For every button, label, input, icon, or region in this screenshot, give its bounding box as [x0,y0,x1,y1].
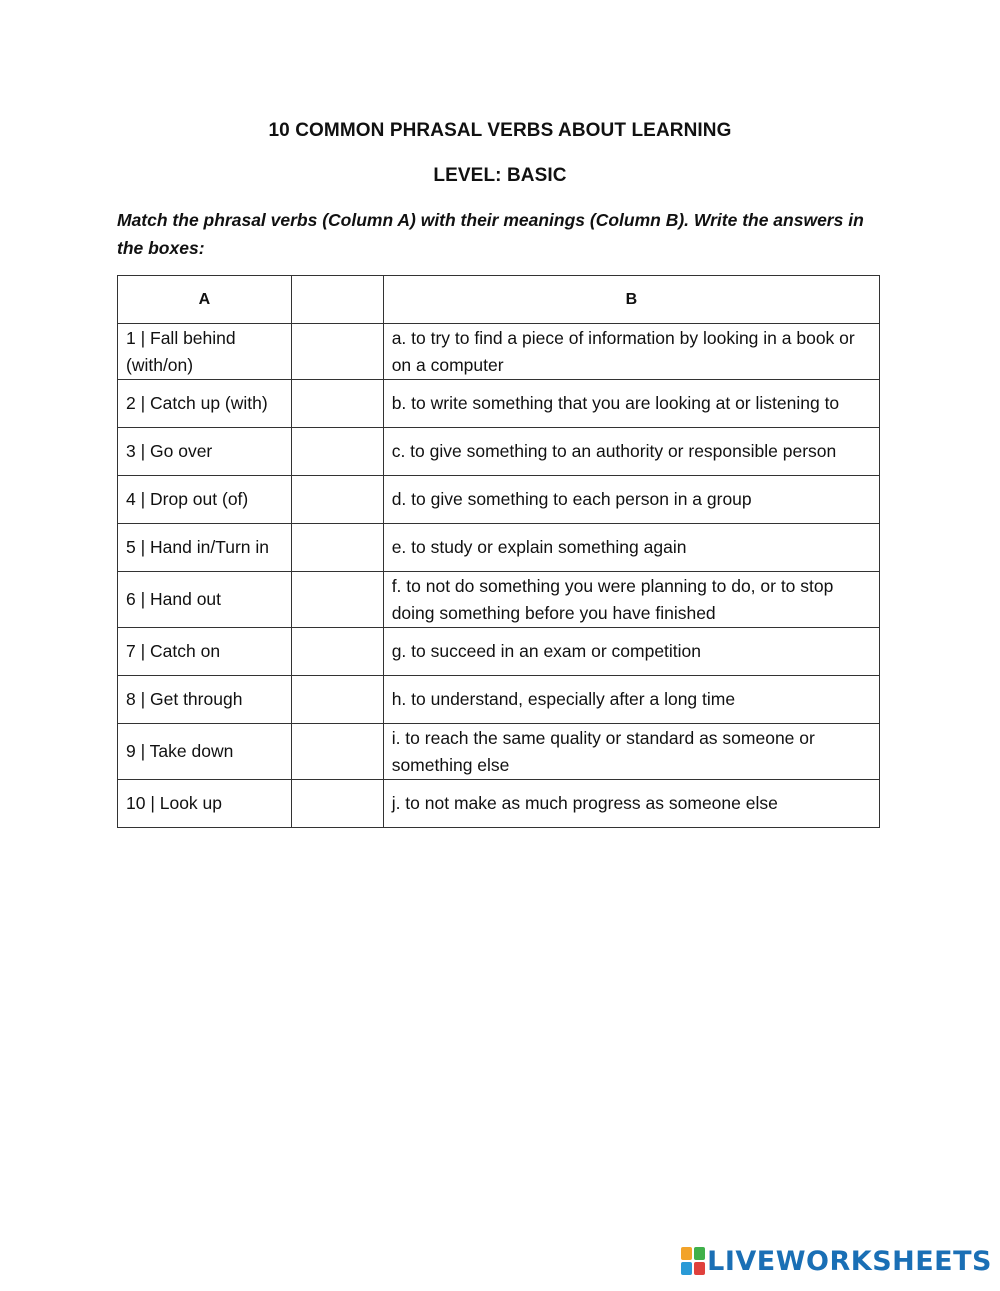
liveworksheets-logo[interactable] [681,1245,992,1277]
meaning: g. to succeed in an exam or competition [383,628,879,676]
phrasal-verb: 6 | Hand out [118,572,292,628]
meaning: e. to study or explain something again [383,524,879,572]
table-row [118,380,880,428]
instructions-text: Match the phrasal verbs (Column A) with their meanings (Column B). Write the answers in the boxes: [117,210,864,258]
table-header-row [118,276,880,324]
phrasal-verb: 7 | Catch on [118,628,292,676]
table-row [118,476,880,524]
column-a-header: A [118,276,292,324]
answer-box[interactable] [291,476,383,524]
answer-column-header [291,276,383,324]
meaning: i. to reach the same quality or standard as someone or something else [383,724,879,780]
answer-box[interactable] [291,628,383,676]
answer-box[interactable] [291,724,383,780]
table-row [118,780,880,828]
answer-box[interactable] [291,380,383,428]
table-row [118,324,880,380]
meaning: a. to try to find a piece of information by looking in a book or on a computer [383,324,879,380]
phrasal-verb: 3 | Go over [118,428,292,476]
worksheet-title: 10 COMMON PHRASAL VERBS ABOUT LEARNING [268,120,732,141]
answer-box[interactable] [291,572,383,628]
answer-box[interactable] [291,428,383,476]
answer-box[interactable] [291,524,383,572]
table-row [118,572,880,628]
phrasal-verb: 8 | Get through [118,676,292,724]
answer-box[interactable] [291,676,383,724]
matching-table [117,275,880,828]
column-b-header: B [383,276,879,324]
meaning: d. to give something to each person in a group [383,476,879,524]
table-row [118,628,880,676]
phrasal-verb: 1 | Fall behind (with/on) [118,324,292,380]
phrasal-verb: 2 | Catch up (with) [118,380,292,428]
meaning: b. to write something that you are looking at or listening to [383,380,879,428]
phrasal-verb: 5 | Hand in/Turn in [118,524,292,572]
answer-box[interactable] [291,324,383,380]
meaning: f. to not do something you were planning to do, or to stop doing something before you have finished [383,572,879,628]
answer-box[interactable] [291,780,383,828]
phrasal-verb: 4 | Drop out (of) [118,476,292,524]
meaning: c. to give something to an authority or responsible person [383,428,879,476]
meaning: j. to not make as much progress as someone else [383,780,879,828]
table-row [118,428,880,476]
phrasal-verb: 10 | Look up [118,780,292,828]
meaning: h. to understand, especially after a long time [383,676,879,724]
table-row [118,524,880,572]
table-row [118,676,880,724]
liveworksheets-logo-icon [681,1247,705,1275]
logo-text: LIVEWORKSHEETS [707,1245,992,1277]
phrasal-verb: 9 | Take down [118,724,292,780]
table-row [118,724,880,780]
level-label: LEVEL: BASIC [433,165,567,186]
